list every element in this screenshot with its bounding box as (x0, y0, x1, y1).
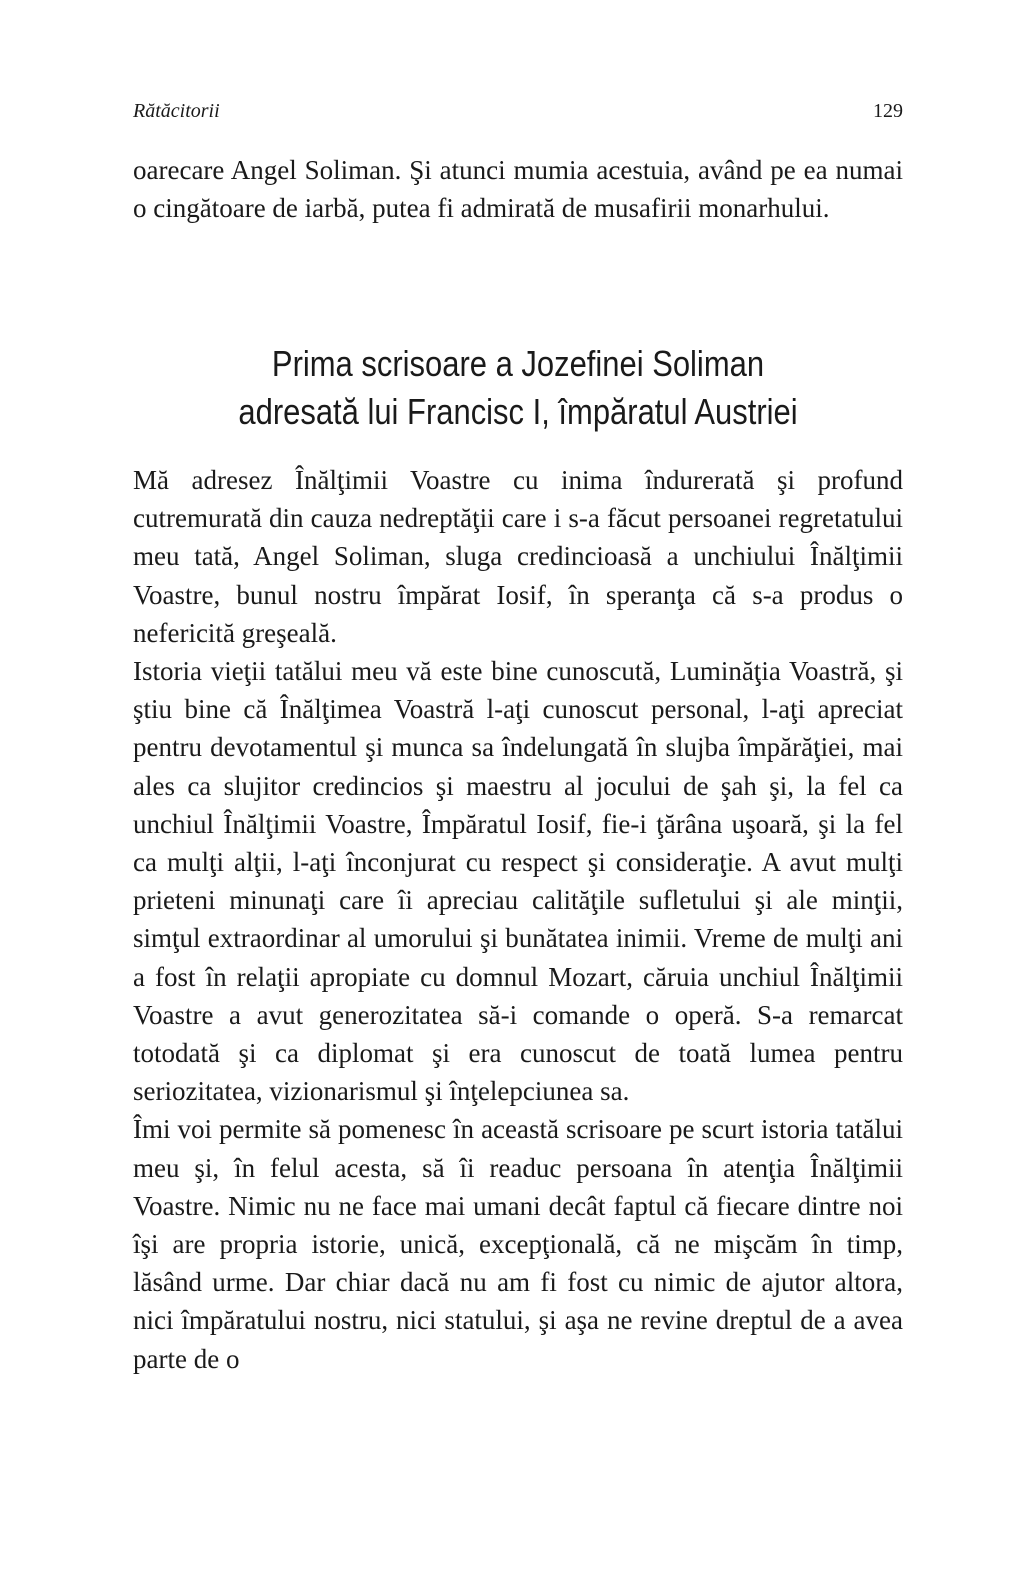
opening-paragraph: oarecare Angel Soliman. Şi atunci mumia acestuia, având pe ea numai o cingătoare de iarbă, putea fi admirată de musafirii monarhului. (133, 155, 903, 224)
running-head (133, 97, 903, 125)
letter-body (133, 461, 903, 1378)
running-title: Rătăcitorii (133, 100, 220, 122)
page-number: 129 (873, 100, 903, 122)
opening-text (133, 151, 903, 227)
letter-paragraph-1: Mă adresez Înălţimii Voastre cu inima îndurerată şi profund cutremurată din cauza nedreptăţii care i s-a făcut persoanei regretatului meu tată, Angel Soliman, sluga credincioasă a unchiului Înălţimii Voastre, bunul nostru împărat Iosif, în speranţa că s-a produs o nefericită greşeală. (133, 465, 903, 648)
letter-paragraph-2: Istoria vieţii tatălui meu vă este bine cunoscută, Luminăţia Voastră, şi ştiu bine că Înălţimea Voastră l-aţi cunoscut personal, l-aţi apreciat pentru devotamentul şi munca sa îndelungată în slujba împărăţiei, mai ales ca slujitor credincios şi maestru al jocului de şah şi, la fel ca unchiul Înălţimii Voastre, Împăratul Iosif, fie-i ţărâna uşoară, şi la fel ca mulţi alţii, l-aţi înconjurat cu respect şi consideraţie. A avut mulţi prieteni minunaţi care îi apreciau calităţile sufletului şi ale minţii, simţul extraordinar al umorului şi bunătatea inimii. Vreme de mulţi ani a fost în relaţii apropiate cu domnul Mozart, căruia unchiul Înălţimii Voastre a avut generozitatea să-i comande o operă. S-a remarcat totodată şi ca diplomat şi era cunoscut de toată lumea pentru seriozitatea, vizionarismul şi înţelepciunea sa. (133, 656, 903, 1107)
chapter-heading-line-1: Prima scrisoare a Jozefinei Soliman (271, 343, 765, 384)
letter-paragraph-3: Îmi voi permite să pomenesc în această scrisoare pe scurt istoria tatălui meu şi, în felul acesta, să îi readuc persoana în atenţia Înălţimii Voastre. Nimic nu ne face mai umani decât faptul că fiecare dintre noi îşi are propria istorie, unică, excepţională, că ne mişcăm în timp, lăsând urme. Dar chiar dacă nu am fi fost cu nimic de ajutor altora, nici împăratului nostru, nici statului, şi aşa ne revine dreptul de a avea parte de o (133, 1114, 903, 1374)
chapter-heading (187, 340, 849, 436)
chapter-heading-line-2: adresată lui Francisc I, împăratul Austriei (238, 391, 798, 432)
book-page (133, 0, 903, 1575)
